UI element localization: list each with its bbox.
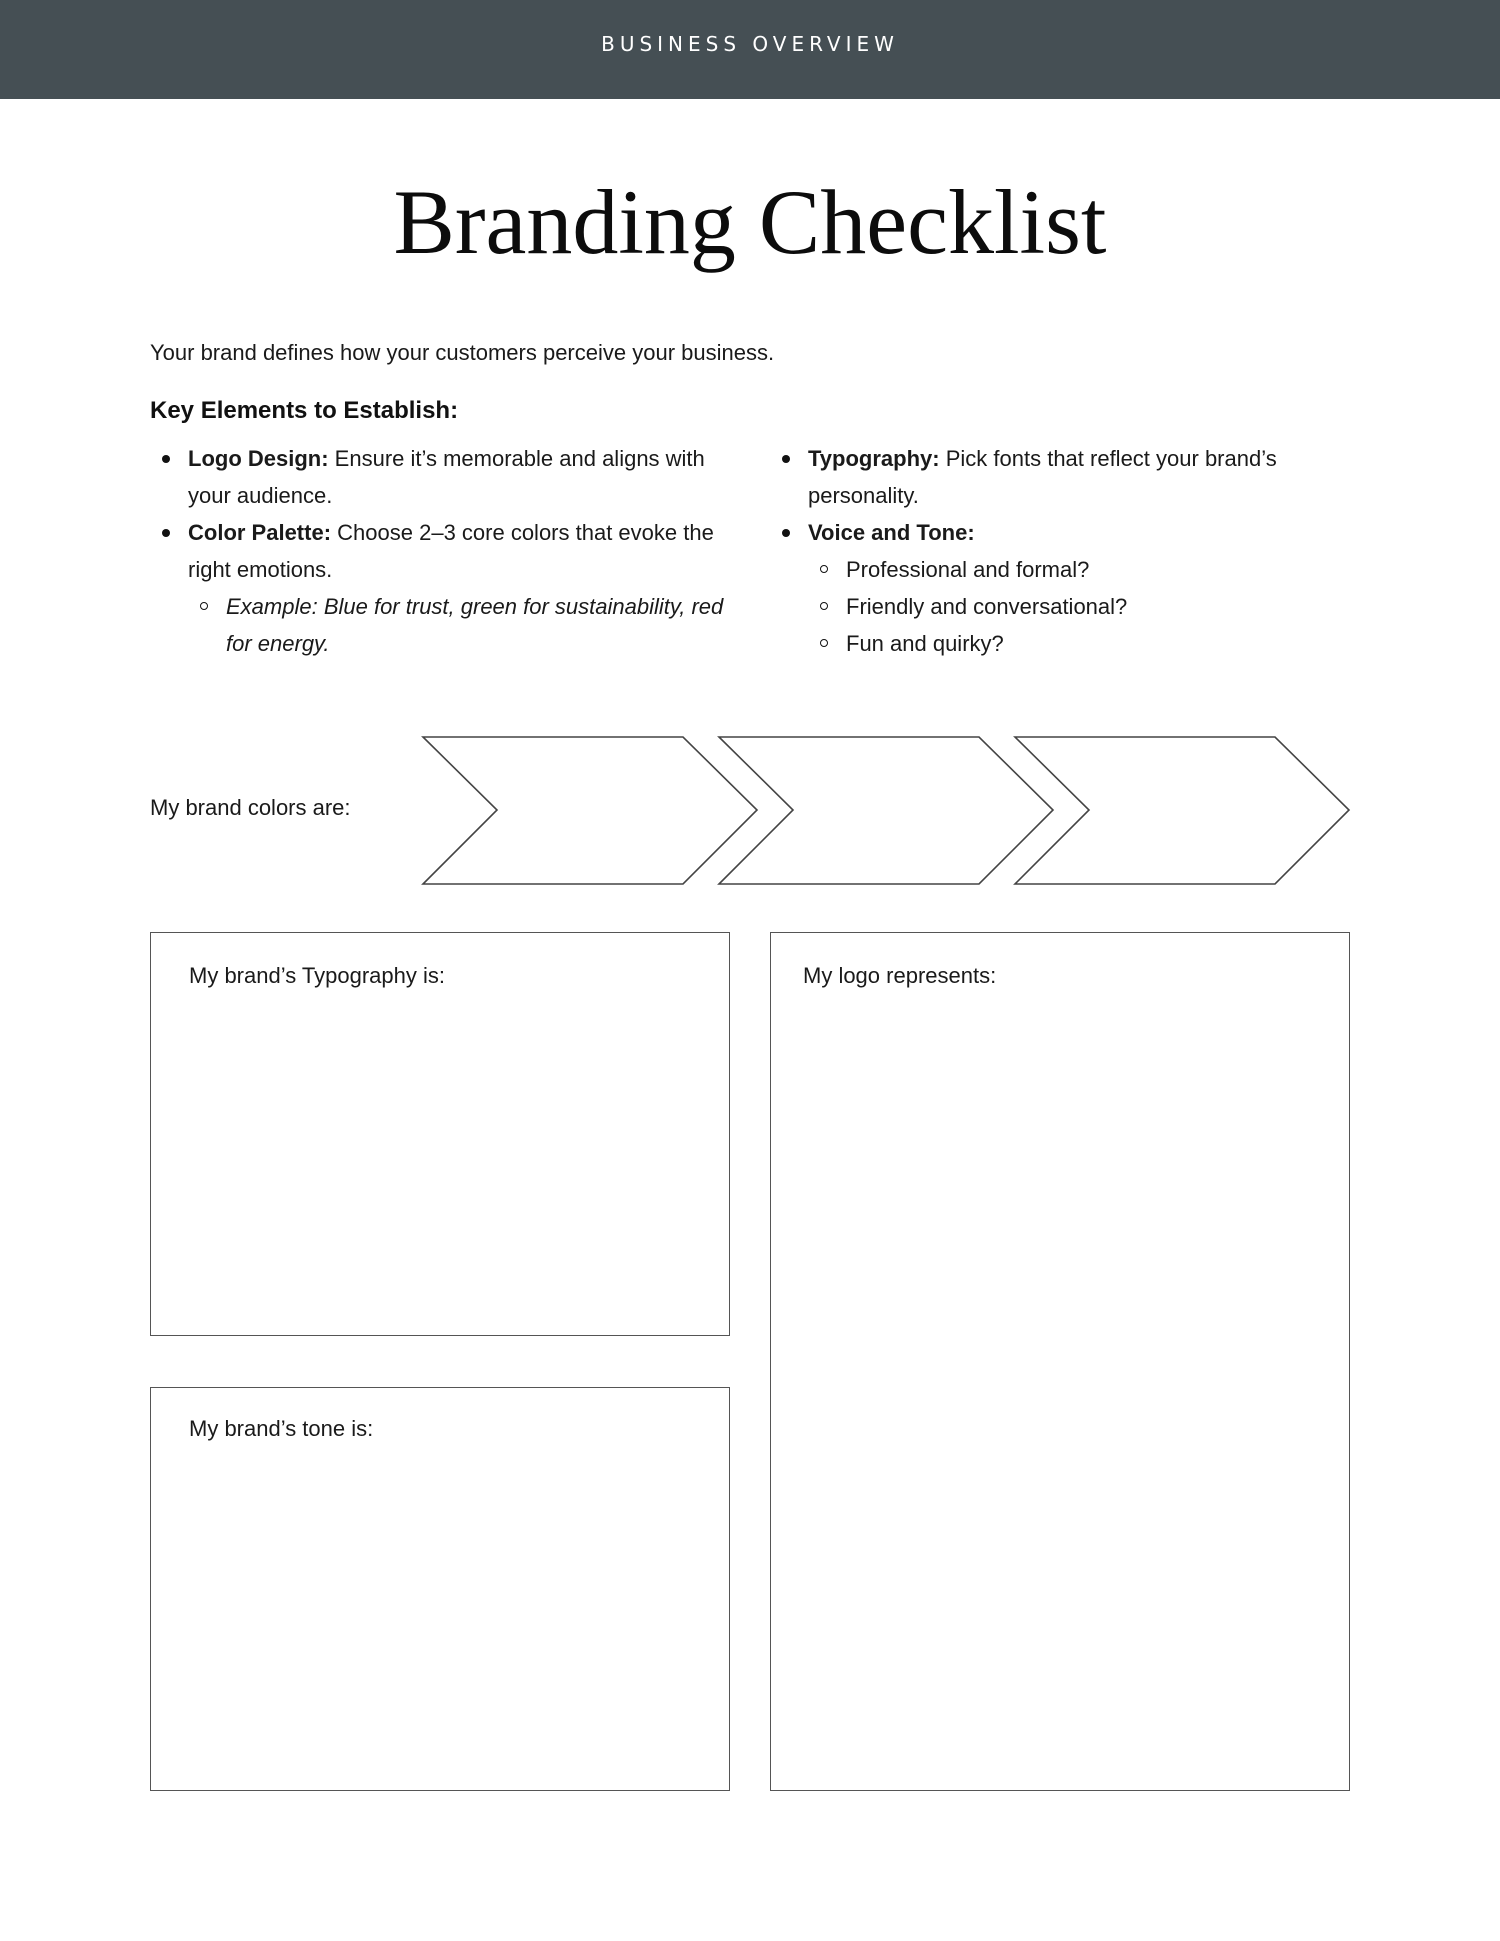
- term-color-palette: Color Palette:: [188, 520, 332, 545]
- color-swatch-chevron-3[interactable]: [1015, 737, 1349, 884]
- logo-box-label: My logo represents:: [803, 963, 997, 988]
- tone-box[interactable]: [150, 1387, 730, 1791]
- sub-item-tone-fun: Fun and quirky?: [808, 625, 1370, 662]
- key-elements-heading: Key Elements to Establish:: [150, 397, 459, 424]
- color-swatch-chevron-2[interactable]: [719, 737, 1053, 884]
- brand-colors-label: My brand colors are:: [150, 795, 351, 820]
- term-logo-design: Logo Design:: [188, 446, 329, 471]
- text-logo-design: Ensure it’s memorable and aligns with your audience.: [188, 446, 705, 508]
- color-swatch-chevron-1[interactable]: [423, 737, 757, 884]
- sub-item-tone-friendly: Friendly and conversational?: [808, 588, 1370, 625]
- logo-box[interactable]: [770, 932, 1350, 1791]
- tone-box-label: My brand’s tone is:: [189, 1416, 374, 1441]
- sub-item-color-example: Example: Blue for trust, green for sustainability, red for energy.: [188, 588, 740, 662]
- typography-box[interactable]: [150, 932, 730, 1336]
- intro-text: Your brand defines how your customers perceive your business.: [150, 340, 775, 365]
- text-color-palette: Choose 2–3 core colors that evoke the right emotions.: [188, 520, 714, 582]
- page-title: Branding Checklist: [393, 171, 1107, 273]
- term-typography: Typography:: [808, 446, 940, 471]
- term-voice-and-tone: Voice and Tone:: [808, 520, 975, 545]
- typography-box-label: My brand’s Typography is:: [189, 963, 445, 988]
- sub-item-tone-professional: Professional and formal?: [808, 551, 1370, 588]
- header-title: BUSINESS OVERVIEW: [601, 32, 899, 56]
- text-typography: Pick fonts that reflect your brand’s personality.: [808, 446, 1277, 508]
